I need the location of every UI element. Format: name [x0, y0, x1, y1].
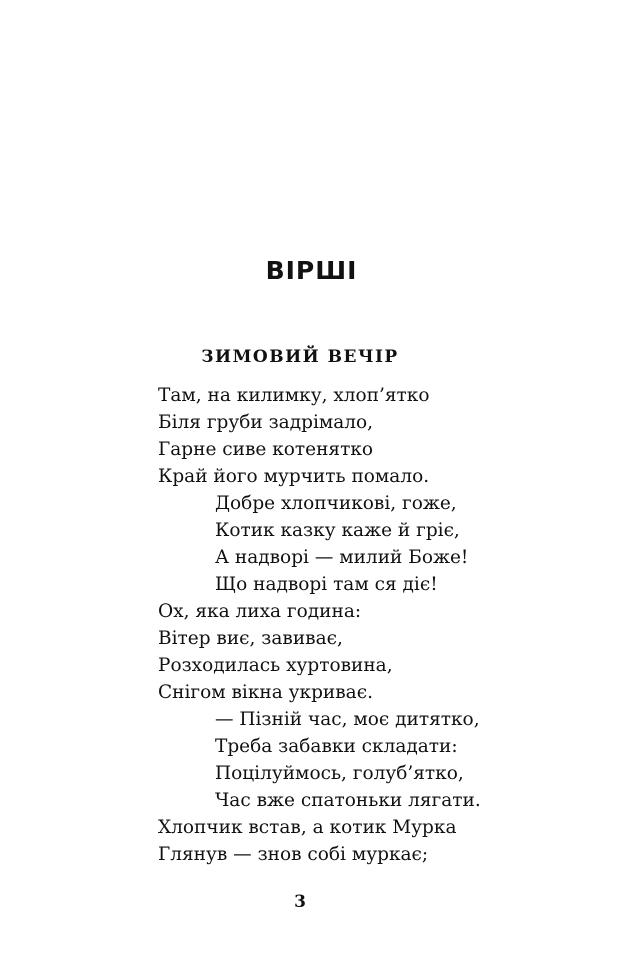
poem-stanza-indented — [215, 490, 468, 598]
poem-line: Там, на килимку, хлоп’ятко — [158, 385, 430, 406]
poem-line: Вітер виє, завиває, — [158, 628, 343, 649]
poem-line: Край його мурчить помало. — [158, 466, 430, 487]
poem-line: Глянув — знов собі муркає; — [158, 844, 429, 865]
poem-line: А надворі — милий Боже! — [215, 547, 469, 568]
page-number: 3 — [294, 892, 306, 912]
poem-line: Хлопчик встав, а котик Мурка — [158, 817, 457, 838]
poem-line: Ох, яка лиха година: — [158, 601, 362, 622]
poem-line: Розходилась хуртовина, — [158, 655, 393, 676]
poem-line: Гарне сиве котенятко — [158, 439, 374, 460]
poem-line: Що надворі там ся діє! — [215, 574, 438, 595]
poem-stanza — [158, 814, 457, 868]
poem-line: Котик казку каже й гріє, — [215, 520, 460, 541]
poem-line: Біля груби задрімало, — [158, 412, 374, 433]
poem-stanza-indented — [215, 706, 481, 814]
poem-line: Треба забавки складати: — [215, 736, 458, 757]
poem-line: Снігом вікна укриває. — [158, 682, 373, 703]
section-title: ВІРШІ — [265, 256, 358, 285]
poem-line: — Пізній час, моє дитятко, — [215, 709, 480, 730]
poem-line: Час вже спатоньки лягати. — [215, 790, 481, 811]
poem-line: Поцілуймось, голуб’ятко, — [215, 763, 464, 784]
poem-stanza — [158, 382, 429, 490]
poem-stanza — [158, 598, 393, 706]
poem-title: ЗИМОВИЙ ВЕЧІР — [201, 347, 399, 367]
poem-line: Добре хлопчикові, гоже, — [215, 493, 457, 514]
